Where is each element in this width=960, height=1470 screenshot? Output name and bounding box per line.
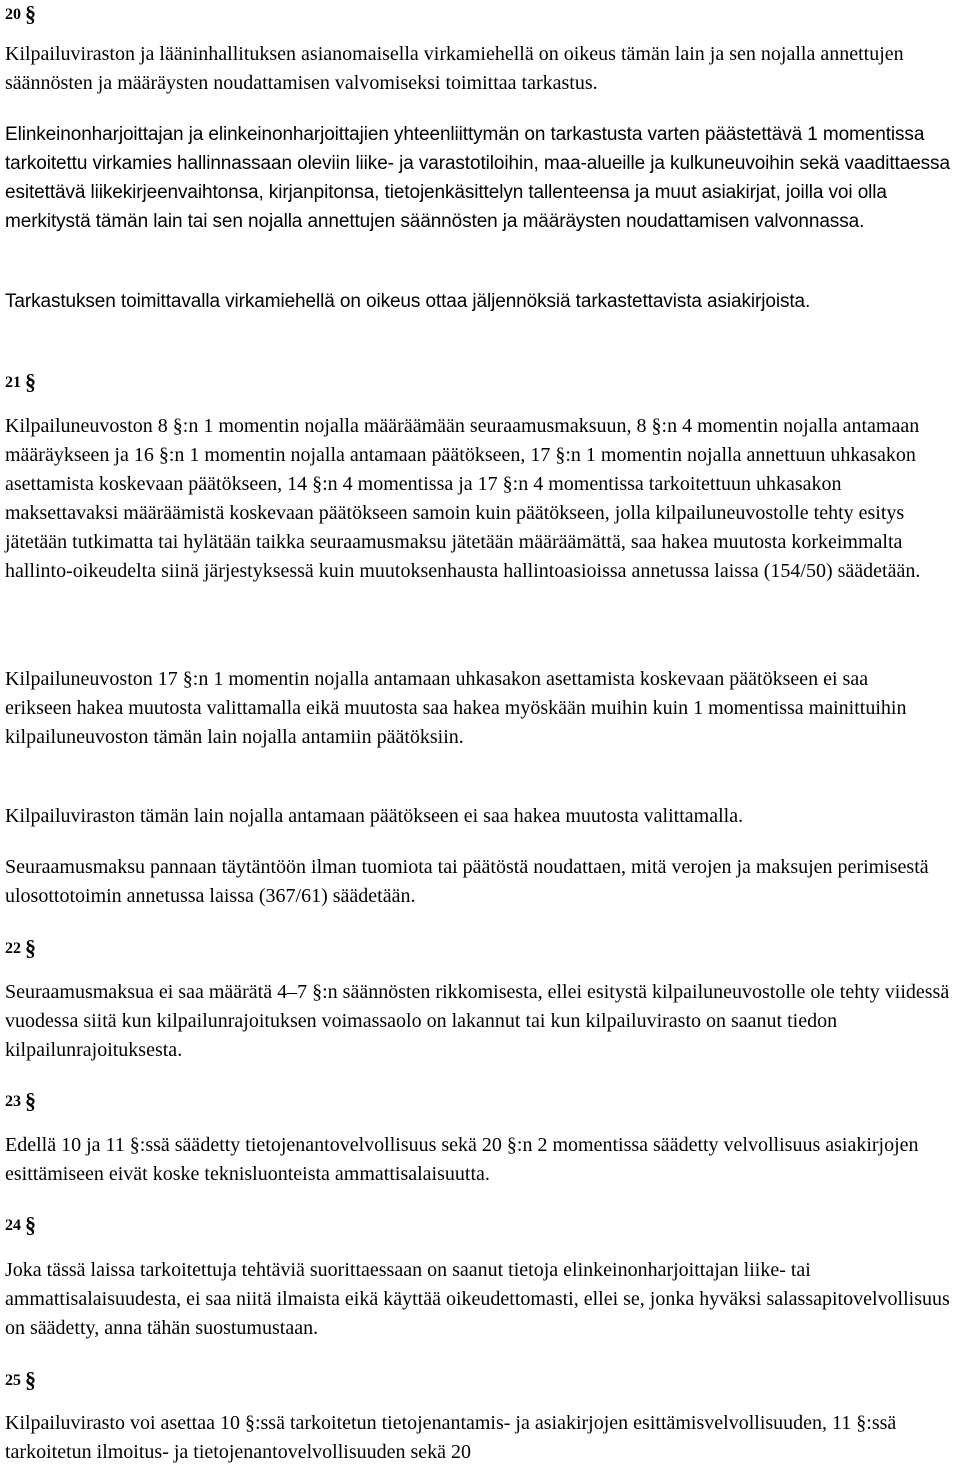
section-sign: § [25, 369, 36, 394]
paragraph: Kilpailuneuvoston 8 §:n 1 momentin nojalla määräämään seuraamusmaksuun, 8 §:n 4 momentin nojalla antamaan määräykseen ja 16 §:n 1 momentin nojalla antamaan päätökseen, 17 §:n 1 momentin nojalla annettuun uhkasakon asettamista koskevaan päätökseen, 14 §:n 4 momentissa ja 17 §:n 4 momentissa tarkoitettuun uhkasakon maksettavaksi määräämistä koskevaan päätökseen samoin kuin päätökseen, jolla kilpailuneuvostolle tehty esitys jätetään tutkimatta tai hylätään taikka seuraamusmaksu jätetään määräämättä, saa hakea muutosta korkeimmalta hallinto-oikeudelta siinä järjestyksessä kuin muutoksenhausta hallintoasioissa annetussa laissa (154/50) säädetään. [5, 415, 921, 582]
paragraph: Seuraamusmaksu pannaan täytäntöön ilman tuomiota tai päätöstä noudattaen, mitä verojen ja maksujen perimisestä ulosottotoimin annetussa laissa (367/61) säädetään. [5, 856, 929, 907]
section-heading-23 [5, 1089, 36, 1112]
paragraph: Kilpailuviraston tämän lain nojalla antamaan päätökseen ei saa hakea muutosta valittamalla. [5, 805, 744, 827]
section-sign: § [25, 1, 36, 26]
section-heading-24 [5, 1213, 36, 1236]
paragraph: Kilpailuviraston ja lääninhallituksen asianomaisella virkamiehellä on oikeus tämän lain ja sen nojalla annettujen säännösten ja määräysten noudattamisen valvomiseksi toimittaa tarkastus. [5, 43, 904, 94]
paragraph: Kilpailuneuvoston 17 §:n 1 momentin nojalla antamaan uhkasakon asettamista koskevaan päätökseen ei saa erikseen hakea muutosta valittamalla eikä muutosta saa hakea myöskään muihin kuin 1 momentissa mainittuihin kilpailuneuvoston tämän lain nojalla antamiin päätöksiin. [5, 668, 907, 748]
section-heading-22 [5, 936, 36, 959]
section-number: 21 [5, 374, 21, 391]
section-heading-20 [5, 2, 36, 25]
section-sign: § [25, 1088, 36, 1113]
paragraph: Seuraamusmaksua ei saa määrätä 4–7 §:n säännösten rikkomisesta, ellei esitystä kilpailuneuvostolle ole tehty viidessä vuodessa siitä kun kilpailunrajoituksen voimassaolo on lakannut tai kun kilpailuvirasto on saanut tiedon kilpailunrajoituksesta. [5, 981, 950, 1061]
section-number: 23 [5, 1093, 21, 1110]
section-heading-21 [5, 370, 36, 393]
section-number: 25 [5, 1372, 21, 1389]
paragraph: Edellä 10 ja 11 §:ssä säädetty tietojenantovelvollisuus sekä 20 §:n 2 momentissa säädetty velvollisuus asiakirjojen esittämiseen eivät koske teknisluonteista ammattisalaisuutta. [5, 1134, 919, 1185]
section-sign: § [25, 1367, 36, 1392]
paragraph: Kilpailuvirasto voi asettaa 10 §:ssä tarkoitetun tietojenantamis- ja asiakirjojen esittämisvelvollisuuden, 11 §:ssä tarkoitetun ilmoitus- ja tietojenantovelvollisuuden sekä 20 [5, 1412, 897, 1463]
paragraph: Tarkastuksen toimittavalla virkamiehellä on oikeus ottaa jäljennöksiä tarkastettavista asiakirjoista. [5, 291, 811, 312]
section-number: 22 [5, 940, 21, 957]
paragraph: Elinkeinonharjoittajan ja elinkeinonharjoittajien yhteenliittymän on tarkastusta varten päästettävä 1 momentissa tarkoitettu virkamies hallinnassaan oleviin liike- ja varastotiloihin, maa-alueille ja kulkuneuvoihin sekä vaadittaessa esitettävä liikekirjeenvaihtonsa, kirjanpitonsa, tietojenkäsittelyn tallenteensa ja muut asiakirjat, joilla voi olla merkitystä tämän lain tai sen nojalla annettujen säännösten ja määräysten noudattamisen valvonnassa. [5, 124, 950, 232]
section-number: 20 [5, 6, 21, 23]
paragraph: Joka tässä laissa tarkoitettuja tehtäviä suorittaessaan on saanut tietoja elinkeinonharjoittajan liike- tai ammattisalaisuudesta, ei saa niitä ilmaista eikä käyttää oikeudettomasti, ellei se, jonka hyväksi salassapitovelvollisuus on säädetty, anna tähän suostumustaan. [5, 1259, 950, 1339]
section-heading-25 [5, 1368, 36, 1391]
section-sign: § [25, 935, 36, 960]
section-sign: § [25, 1212, 36, 1237]
section-number: 24 [5, 1217, 21, 1234]
